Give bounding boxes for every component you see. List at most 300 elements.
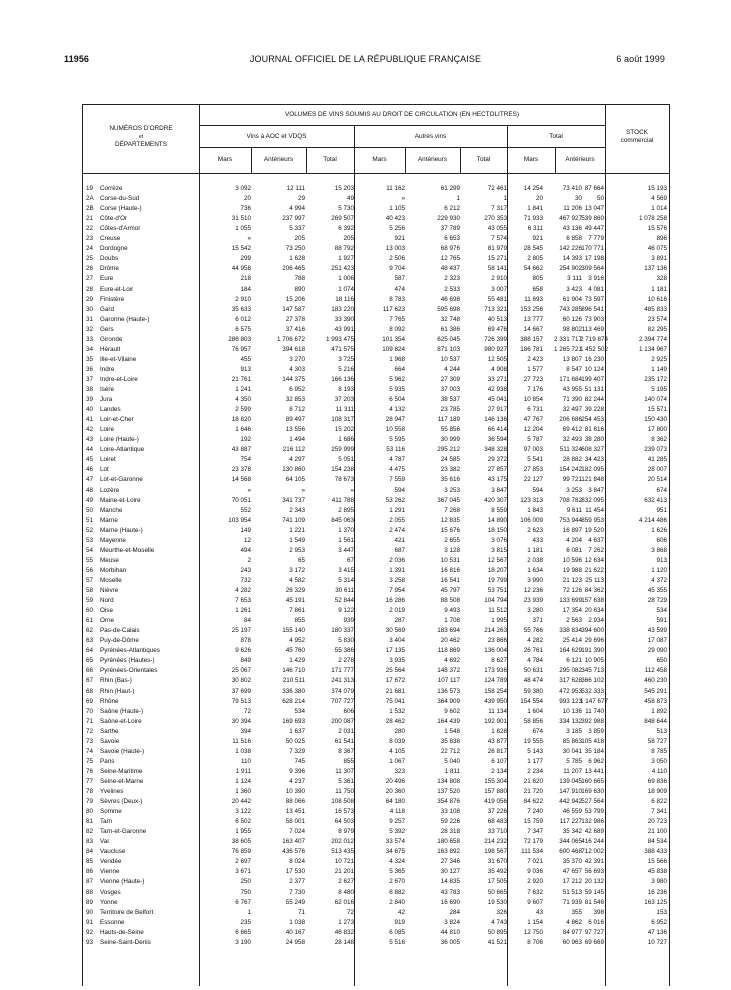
cell-aoc-anterieurs: 55 249 [285,898,305,906]
cell-autres-mars: 664 [394,365,405,373]
cell-total-anterieurs: 99 721 [562,476,582,484]
cell-total-anterieurs: 254 902 [559,265,582,273]
cell-aoc-anterieurs: 64 105 [285,476,305,484]
cell-total-total: 4 081 [588,285,604,293]
cell-autres-anterieurs: 4 244 [444,365,460,373]
cell-aoc-total: 845 063 [331,516,354,524]
cell-autres-anterieurs: 15 676 [440,526,460,534]
cell-autres-mars: 53 262 [385,496,405,504]
cell-aoc-mars: 70 051 [231,496,251,504]
cell-aoc-anterieurs: 163 407 [282,838,305,846]
cell-total-total: 56 693 [584,868,604,876]
cell-autres-mars: 4 475 [389,466,405,474]
cell-total-total: 35 184 [584,747,604,755]
cell-autres-anterieurs: 38 537 [440,396,460,404]
cell-autres-anterieurs: 61 386 [440,325,460,333]
cell-dept-number: 49 [86,496,94,504]
cell-aoc-anterieurs: 1 038 [289,918,305,926]
cell-aoc-total: 3 415 [338,566,354,574]
cell-stock-commercial: 15 193 [647,185,667,192]
cell-dept-number: 67 [86,677,94,685]
publication-date: 6 août 1999 [616,54,665,64]
cell-dept-name: Tarn-et-Garonne [100,828,147,836]
table-row [83,286,669,294]
header-autres-mars: Mars [372,156,387,163]
cell-total-total: 132 986 [581,818,604,826]
cell-autres-anterieurs: 59 226 [440,818,460,826]
cell-autres-total: 33 710 [487,828,507,836]
cell-autres-mars: 101 354 [382,335,405,343]
table-row [83,366,669,374]
cell-dept-number: 79 [86,798,94,806]
table-row [83,718,669,726]
cell-autres-mars: 1 067 [389,757,405,765]
cell-aoc-total: 61 541 [334,737,354,745]
cell-autres-mars: 1 968 [389,355,405,363]
cell-total-anterieurs: 16 897 [562,526,582,534]
cell-dept-name: Savoie (Haute-) [100,747,145,755]
cell-total-total: 105 418 [581,737,604,745]
cell-autres-mars: 4 118 [389,808,405,816]
cell-autres-mars: 687 [394,546,405,554]
cell-aoc-total: 21 201 [334,868,354,876]
cell-total-total: 832 095 [581,496,604,504]
cell-aoc-anterieurs: 7 730 [289,888,305,896]
cell-total-mars: 22 127 [523,476,543,484]
cell-autres-anterieurs: 16 690 [440,898,460,906]
cell-autres-mars: 2 474 [389,526,405,534]
cell-stock-commercial: 16 236 [647,888,667,896]
cell-total-anterieurs: 60 963 [562,938,582,946]
cell-autres-total: 18 150 [487,526,507,534]
cell-aoc-anterieurs: 130 860 [282,466,305,474]
cell-autres-anterieurs: 46 698 [440,295,460,303]
cell-aoc-total: 2 278 [338,657,354,665]
cell-total-mars: 106 009 [520,516,543,524]
cell-total-mars: 186 781 [520,345,543,353]
cell-aoc-mars: 394 [240,727,251,735]
cell-autres-anterieurs: 16 541 [440,576,460,584]
cell-stock-commercial: 3 868 [651,546,667,554]
cell-autres-total: 27 857 [487,466,507,474]
cell-total-anterieurs: 17 212 [562,878,582,886]
cell-autres-mars: 2 670 [389,878,405,886]
cell-total-anterieurs: 708 782 [559,496,582,504]
cell-dept-name: Puy-de-Dôme [100,637,139,645]
table-row [83,306,669,314]
cell-aoc-total: 55 386 [334,647,354,655]
cell-total-anterieurs: 139 045 [559,777,582,785]
cell-aoc-total: 707 727 [331,697,354,705]
cell-dept-number: 2A [86,195,94,203]
cell-aoc-anterieurs: 147 587 [282,305,305,313]
cell-autres-mars: 2 019 [389,607,405,615]
cell-total-mars: 21 720 [523,788,543,795]
cell-total-anterieurs: 133 699 [559,597,582,605]
cell-total-anterieurs: 14 393 [562,255,582,263]
cell-autres-anterieurs: 295 212 [437,446,460,454]
cell-total-total: 81 616 [584,426,604,434]
cell-dept-name: Loire-Atlantique [100,446,145,454]
cell-total-anterieurs: 993 123 [559,697,582,705]
cell-aoc-mars: 3 122 [235,808,251,816]
cell-dept-number: 54 [86,546,94,554]
cell-autres-anterieurs: 24 585 [440,456,460,464]
cell-aoc-anterieurs: 890 [294,285,305,293]
cell-autres-anterieurs: 354 876 [437,798,460,806]
cell-autres-mars: 11 162 [386,185,405,192]
cell-autres-mars: 1 291 [389,506,405,514]
cell-autres-anterieurs: 45 797 [440,587,460,594]
cell-total-total: 170 771 [581,245,604,253]
cell-autres-mars: 8 783 [389,295,405,303]
cell-dept-name: Vaucluse [100,848,126,856]
cell-autres-mars: 5 935 [389,386,405,393]
cell-autres-total: 7 317 [491,205,507,213]
table-row [83,376,669,384]
cell-aoc-total: 46 832 [334,928,354,936]
cell-aoc-anterieurs: 205 [294,235,305,243]
cell-autres-total: 72 461 [487,185,507,192]
cell-autres-mars: 117 623 [382,305,405,313]
cell-dept-name: Loir-et-Cher [100,416,134,424]
cell-aoc-mars: 76 957 [231,345,251,353]
cell-aoc-anterieurs: 4 952 [289,637,305,645]
cell-aoc-anterieurs: 4 303 [289,365,305,373]
cell-autres-anterieurs: 180 658 [437,838,460,846]
cell-autres-mars: 25 564 [385,667,405,675]
cell-aoc-mars: 1 955 [235,828,251,836]
cell-total-mars: 21 620 [523,777,543,785]
cell-aoc-total: 180 337 [331,627,354,635]
cell-total-total: 20 132 [584,878,604,886]
cell-autres-anterieurs: 3 824 [444,918,460,926]
cell-aoc-total: 183 220 [331,305,354,313]
cell-dept-name: Pyrénées-Atlantiques [100,647,160,655]
cell-aoc-anterieurs: 336 380 [282,687,305,695]
cell-dept-name: Gers [100,325,114,333]
table-row [83,416,669,424]
cell-total-total: 49 447 [584,225,604,233]
cell-total-total: 345 713 [581,667,604,675]
cell-total-anterieurs: 3 253 [566,486,582,494]
table-row [83,446,669,454]
cell-dept-name: Gironde [100,335,123,343]
cell-aoc-total: 37 203 [334,396,354,404]
cell-dept-number: 92 [86,928,94,936]
cell-total-anterieurs: 6 081 [566,546,582,554]
cell-stock-commercial: 591 [656,617,667,625]
cell-dept-name: Orne [100,617,114,625]
cell-aoc-total: 1 927 [338,255,354,263]
cell-dept-name: Yonne [100,898,118,906]
cell-autres-total: 41 521 [487,938,507,946]
cell-autres-anterieurs: 68 976 [440,245,460,253]
cell-autres-total: 136 004 [484,647,507,655]
cell-aoc-mars: 235 [240,918,251,926]
cell-autres-mars: 6 882 [389,888,405,896]
cell-dept-number: 72 [86,727,94,735]
cell-autres-anterieurs: 163 892 [437,848,460,856]
cell-dept-number: 25 [86,255,94,263]
cell-aoc-mars: 1 124 [235,777,251,785]
table-row [83,225,669,233]
cell-total-total: 29 696 [584,637,604,645]
cell-dept-name: Corrèze [100,185,123,192]
cell-total-total: 12 634 [584,556,604,564]
cell-dept-name: Côte-d'Or [100,215,128,223]
cell-dept-name: Doubs [100,255,119,263]
cell-autres-total: 214 263 [484,627,507,635]
cell-total-anterieurs: 35 342 [562,828,582,836]
cell-total-anterieurs: 17 354 [562,607,582,615]
cell-autres-anterieurs: 136 573 [437,687,460,695]
cell-aoc-mars: 21 761 [231,375,251,383]
cell-autres-total: 4 743 [491,918,507,926]
cell-total-total: 42 689 [584,828,604,836]
cell-dept-name: Mayenne [100,536,126,544]
cell-stock-commercial: 460 230 [644,677,667,685]
cell-total-anterieurs: 46 559 [562,808,582,816]
cell-dept-name: Rhône [100,697,119,705]
cell-stock-commercial: 4 110 [651,767,667,775]
cell-total-anterieurs: 317 628 [559,677,582,685]
cell-aoc-total: 11 307 [335,767,354,775]
cell-total-mars: 9 607 [527,898,543,906]
cell-total-total: 2 719 874 [580,335,609,343]
table-row [83,255,669,263]
cell-total-anterieurs: 442 942 [559,798,582,806]
cell-autres-mars: 21 681 [385,687,405,695]
table-row [83,436,669,444]
table-row [83,245,669,253]
cell-aoc-anterieurs: 17 530 [285,868,305,876]
cell-dept-number: 55 [86,556,94,564]
cell-autres-total: 326 [496,908,507,916]
cell-total-anterieurs: 338 834 [559,627,582,635]
cell-dept-name: Finistère [100,295,125,303]
cell-stock-commercial: 20 723 [647,818,667,826]
cell-total-total: 254 453 [581,416,604,424]
cell-aoc-total: 269 507 [331,215,354,223]
cell-aoc-anterieurs: 788 [294,275,305,283]
cell-autres-mars: 5 516 [389,938,405,946]
header-stock-line1: STOCK [626,129,648,136]
table-row [83,708,669,716]
cell-total-anterieurs: 47 657 [562,868,582,876]
cell-dept-name: Saône-et-Loire [100,717,142,725]
table-row [83,185,669,193]
cell-total-mars: 433 [532,536,543,544]
cell-total-total: 53 799 [584,808,604,816]
cell-autres-total: 58 141 [487,265,507,273]
cell-autres-mars: 5 595 [389,436,405,444]
cell-aoc-anterieurs: 534 [294,707,305,715]
cell-dept-number: 57 [86,576,94,584]
header-aoc-mars: Mars [217,156,233,163]
cell-dept-name: Somme [100,808,122,816]
cell-total-total: 19 520 [584,526,604,534]
cell-total-total: 6 016 [588,918,604,926]
cell-total-anterieurs: 355 [571,908,582,916]
cell-total-mars: 388 157 [520,335,543,343]
cell-stock-commercial: 10 616 [647,295,667,303]
cell-aoc-total: 52 844 [334,597,354,605]
table-row [83,547,669,555]
cell-total-total: 896 541 [581,305,604,313]
cell-total-mars: 5 143 [527,747,543,755]
cell-autres-mars: 421 [394,536,405,544]
cell-autres-anterieurs: 229 930 [437,215,460,223]
table-row [83,788,669,796]
cell-autres-anterieurs: 6 653 [444,235,460,243]
cell-aoc-anterieurs: 2 377 [289,878,305,886]
cell-autres-anterieurs: 2 323 [444,275,460,283]
cell-aoc-total: 11 750 [335,788,354,795]
cell-total-anterieurs: 19 988 [562,566,582,574]
cell-aoc-mars: 3 190 [235,938,251,946]
cell-aoc-mars: 6 575 [235,325,251,333]
page-number: 11956 [64,54,90,64]
cell-autres-anterieurs: 12 765 [440,255,460,263]
cell-autres-anterieurs: 22 712 [440,747,460,755]
table-row [83,466,669,474]
cell-total-mars: 154 554 [520,697,543,705]
cell-total-total: 84 362 [584,587,604,594]
cell-autres-mars: 13 003 [385,245,405,253]
cell-aoc-total: 72 [346,908,354,916]
cell-autres-total: 18 207 [487,566,507,574]
cell-dept-number: 62 [86,627,94,635]
cell-stock-commercial: 632 413 [644,496,667,504]
table-row [83,848,669,856]
cell-total-total: 59 145 [584,888,604,896]
cell-stock-commercial: 17 087 [647,637,667,645]
cell-dept-name: Saône (Haute-) [100,707,144,715]
cell-aoc-anterieurs: 13 451 [285,808,305,816]
cell-aoc-total: 154 238 [331,466,354,474]
cell-total-mars: 55 766 [523,627,543,635]
cell-aoc-mars: 9 626 [235,647,251,655]
cell-total-mars: 5 541 [527,456,543,464]
cell-autres-anterieurs: 117 189 [437,416,460,424]
header-total-anterieurs: Antérieurs [565,156,595,163]
cell-autres-mars: 2 055 [389,516,405,524]
cell-aoc-anterieurs: 155 140 [282,627,305,635]
cell-total-anterieurs: 43 955 [562,386,582,393]
cell-total-mars: 50 631 [523,667,543,675]
cell-autres-anterieurs: 12 835 [440,516,460,524]
cell-dept-name: Landes [100,406,121,414]
cell-stock-commercial: 1 181 [651,285,667,293]
table-row [83,868,669,876]
cell-total-anterieurs: 511 324 [559,446,582,454]
cell-autres-total: 31 670 [487,858,507,866]
cell-aoc-total: 1 993 475 [325,335,354,343]
cell-autres-anterieurs: 35 616 [440,476,460,484]
cell-dept-number: 74 [86,747,94,755]
cell-dept-number: 58 [86,587,94,594]
cell-aoc-mars: 849 [240,657,251,665]
cell-total-mars: 27 853 [523,466,543,474]
cell-total-anterieurs: 61 904 [562,295,582,303]
cell-stock-commercial: 3 891 [651,255,667,263]
cell-autres-anterieurs: 871 103 [437,345,460,353]
cell-dept-number: 36 [86,365,94,373]
cell-stock-commercial: 112 458 [644,667,667,675]
cell-aoc-anterieurs: 4 297 [289,456,305,464]
table-row [83,808,669,816]
cell-total-total: 182 095 [581,466,604,474]
cell-aoc-mars: 35 633 [231,305,251,313]
cell-stock-commercial: 17 800 [647,426,667,434]
table-row [83,637,669,645]
cell-dept-name: Loire [100,426,115,434]
cell-aoc-anterieurs: 45 760 [285,647,305,655]
cell-autres-mars: 4 324 [389,858,405,866]
cell-dept-number: 37 [86,375,94,383]
cell-total-anterieurs: 28 882 [562,456,582,464]
cell-aoc-total: 1 370 [338,526,354,534]
cell-total-total: 527 564 [581,798,604,806]
cell-stock-commercial: 82 295 [647,325,667,333]
cell-stock-commercial: 1 120 [651,566,667,574]
cell-total-anterieurs: 30 [574,195,582,203]
cell-total-total: 10 124 [584,365,604,373]
cell-dept-number: 50 [86,506,94,514]
cell-aoc-mars: 30 394 [231,717,251,725]
cell-dept-number: 23 [86,235,94,243]
cell-autres-mars: 34 675 [385,848,405,856]
cell-stock-commercial: 388 433 [644,848,667,856]
cell-autres-total: 11 134 [488,707,507,715]
cell-autres-mars: 287 [394,617,405,625]
cell-aoc-mars: 754 [240,456,251,464]
cell-total-mars: 3 990 [527,576,543,584]
cell-stock-commercial: 43 599 [647,627,667,635]
cell-dept-number: 76 [86,767,94,775]
cell-total-mars: 1 604 [527,707,543,715]
table-row [83,567,669,575]
cell-total-mars: 594 [532,486,543,494]
cell-total-anterieurs: 30 041 [562,747,582,755]
cell-aoc-anterieurs: 144 375 [282,375,305,383]
cell-total-total: 1 452 502 [580,345,609,353]
cell-total-total: 6 962 [588,757,604,765]
cell-stock-commercial: 4 214 486 [638,516,667,524]
cell-aoc-total: 88 792 [334,245,354,253]
cell-total-mars: 2 038 [527,556,543,564]
cell-aoc-total: 28 148 [334,938,354,946]
cell-total-anterieurs: 13 807 [562,355,582,363]
cell-total-anterieurs: 51 513 [562,888,582,896]
cell-autres-anterieurs: 44 810 [440,928,460,936]
cell-dept-number: 46 [86,466,94,474]
cell-total-mars: 1 177 [527,757,543,765]
cell-autres-total: 68 483 [487,818,507,826]
cell-dept-name: Ille-et-Vilaine [100,355,137,363]
cell-aoc-anterieurs: 1 549 [289,536,305,544]
table-row [83,426,669,434]
cell-autres-mars: 1 391 [389,566,405,574]
cell-dept-number: 22 [86,225,94,233]
cell-aoc-anterieurs: 1 637 [289,727,305,735]
cell-total-mars: 7 021 [527,858,543,866]
cell-dept-name: Vienne (Haute-) [100,878,145,886]
cell-aoc-total: 8 193 [338,386,354,393]
cell-autres-total: 726 399 [484,335,507,343]
cell-autres-anterieurs: 7 268 [444,506,460,514]
